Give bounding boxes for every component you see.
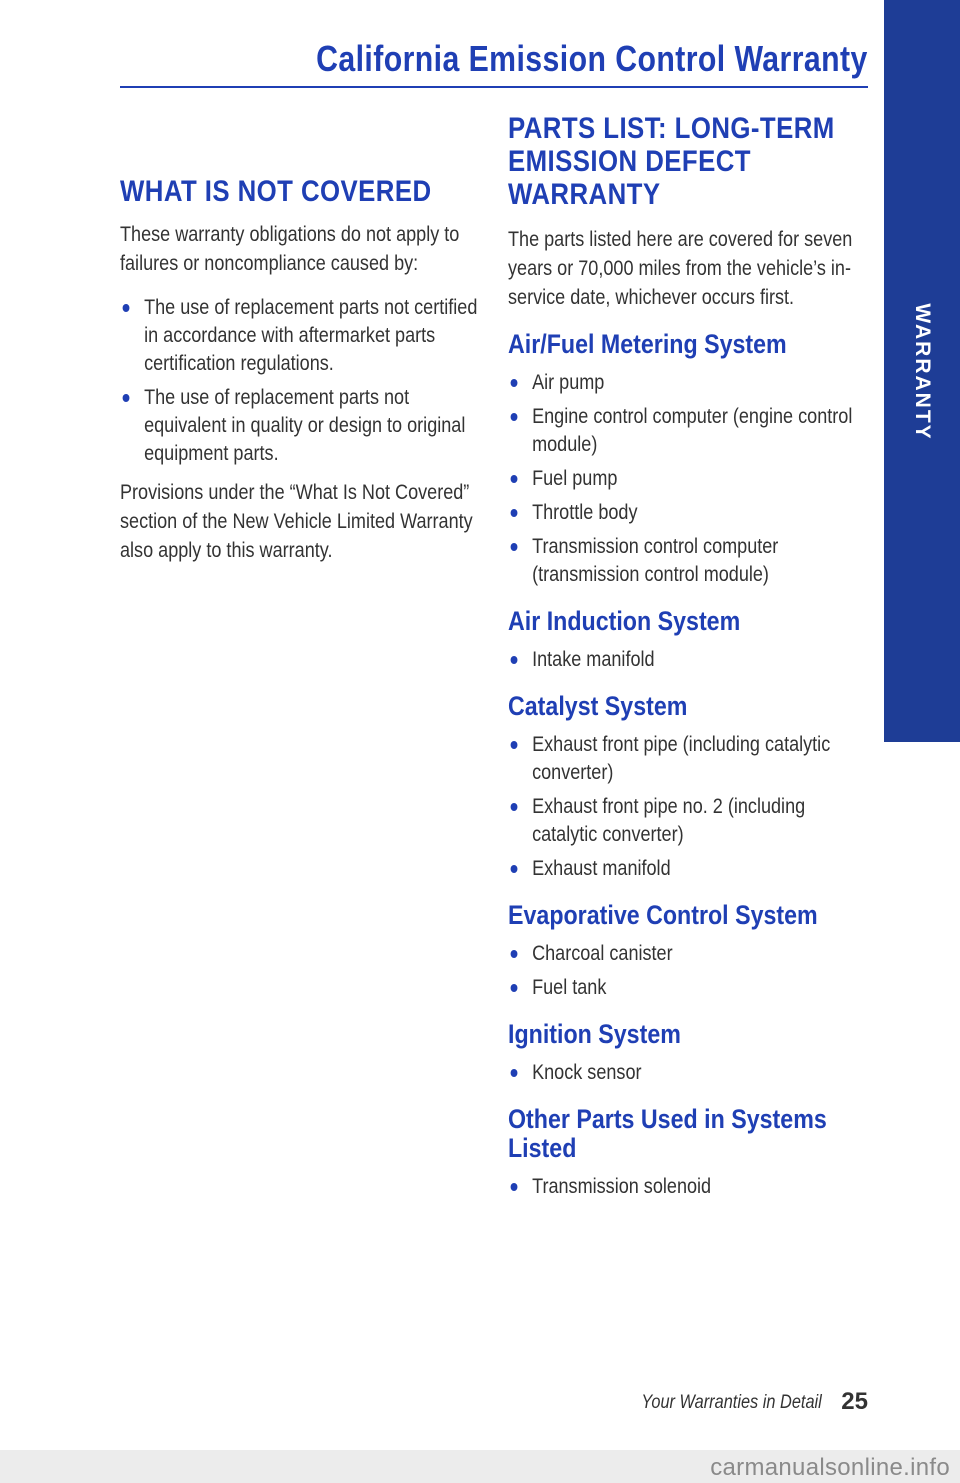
bullet-icon (511, 413, 518, 421)
list-item-text: Charcoal canister (532, 942, 673, 965)
section-tab-label: WARRANTY (911, 303, 934, 441)
air-induction-list (508, 646, 873, 674)
section-heading-air-fuel: Air/Fuel Metering System (508, 329, 787, 359)
bullet-icon (511, 741, 518, 749)
list-item (508, 369, 873, 397)
list-item (508, 1173, 873, 1201)
list-item (120, 294, 480, 378)
list-item-text: The use of replacement parts not certified in accordance with aftermarket parts certification regulations. (144, 296, 478, 375)
list-item-text: Fuel tank (532, 976, 607, 999)
list-item (508, 499, 873, 527)
parts-list-intro: The parts listed here are covered for seven years or 70,000 miles from the vehicle’s in-service date, whichever occurs first. (508, 228, 853, 309)
list-item-text: Throttle body (532, 501, 638, 524)
list-item (120, 384, 480, 468)
footer-section-label: Your Warranties in Detail (641, 1392, 822, 1413)
list-item (508, 646, 873, 674)
list-item-text: Air pump (532, 371, 605, 394)
bullet-icon (511, 1183, 518, 1191)
bullet-icon (511, 984, 518, 992)
list-item (508, 403, 873, 459)
bullet-icon (511, 656, 518, 664)
list-item-text: Exhaust manifold (532, 857, 671, 880)
ignition-list (508, 1059, 873, 1087)
list-item (508, 974, 873, 1002)
section-heading-air-induction: Air Induction System (508, 606, 741, 636)
section-heading-evaporative: Evaporative Control System (508, 900, 818, 930)
list-item-text: Engine control computer (engine control module) (532, 405, 853, 456)
watermark-bar (0, 1450, 960, 1483)
list-item-text: Fuel pump (532, 467, 618, 490)
list-item-text: Transmission control computer (transmission control module) (532, 535, 779, 586)
catalyst-list (508, 731, 873, 883)
evaporative-list (508, 940, 873, 1002)
list-item-text: Knock sensor (532, 1061, 642, 1084)
bullet-icon (511, 543, 518, 551)
not-covered-closing: Provisions under the “What Is Not Covered” section of the New Vehicle Limited Warranty also apply to this warranty. (120, 481, 473, 562)
list-item-text: Intake manifold (532, 648, 655, 671)
not-covered-list (120, 294, 480, 468)
watermark-text: carmanualsonline.info (710, 1454, 950, 1481)
air-fuel-list (508, 369, 873, 589)
list-item (508, 731, 873, 787)
list-item-text: Exhaust front pipe (including catalytic converter) (532, 733, 831, 784)
section-heading-catalyst: Catalyst System (508, 691, 688, 721)
list-item (508, 940, 873, 968)
list-item (508, 1059, 873, 1087)
bullet-icon (511, 379, 518, 387)
bullet-icon (511, 475, 518, 483)
page-number: 25 (841, 1388, 868, 1415)
bullet-icon (511, 1069, 518, 1077)
list-item (508, 855, 873, 883)
list-item (508, 793, 873, 849)
other-parts-list (508, 1173, 873, 1201)
section-heading-other-parts: Other Parts Used in Systems Listed (508, 1104, 827, 1163)
list-item (508, 533, 873, 589)
page-title: California Emission Control Warranty (316, 38, 868, 79)
bullet-icon (511, 950, 518, 958)
bullet-icon (511, 803, 518, 811)
bullet-icon (123, 304, 130, 312)
bullet-icon (511, 509, 518, 517)
list-item-text: Transmission solenoid (532, 1175, 712, 1198)
list-item-text: Exhaust front pipe no. 2 (including catalytic converter) (532, 795, 806, 846)
left-column (120, 175, 480, 581)
not-covered-intro: These warranty obligations do not apply to failures or noncompliance caused by: (120, 223, 460, 275)
list-item (508, 465, 873, 493)
right-column (508, 112, 873, 1211)
bullet-icon (123, 394, 130, 402)
header-divider (120, 86, 868, 88)
parts-list-heading: PARTS LIST: LONG-TERM EMISSION DEFECT WARRANTY (508, 112, 835, 211)
list-item-text: The use of replacement parts not equivalent in quality or design to original equipment parts. (144, 386, 466, 465)
bullet-icon (511, 865, 518, 873)
not-covered-heading: WHAT IS NOT COVERED (120, 175, 432, 208)
section-heading-ignition: Ignition System (508, 1019, 681, 1049)
